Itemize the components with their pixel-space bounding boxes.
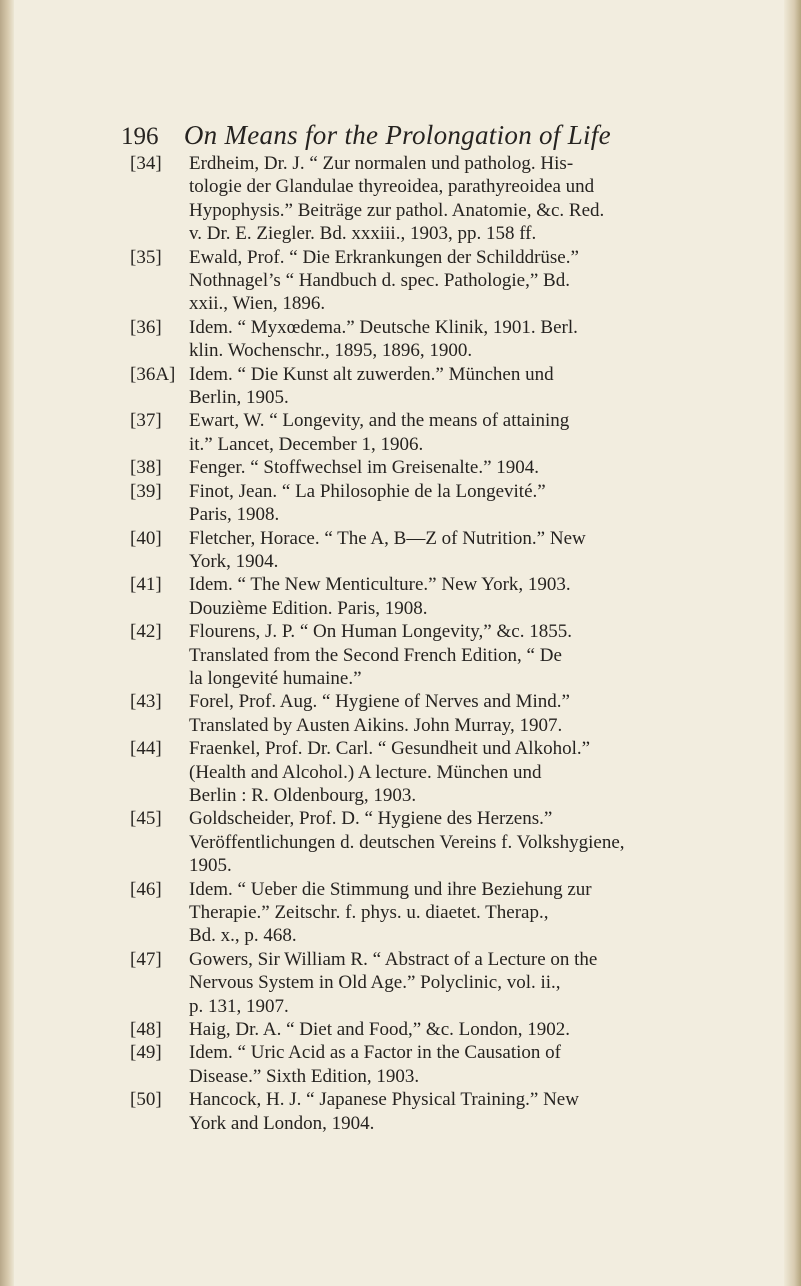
reference-number: [45] <box>130 808 162 830</box>
reference-text-line: Berlin, 1905. <box>189 387 289 409</box>
reference-text-line: Forel, Prof. Aug. “ Hygiene of Nerves and Mind.” <box>189 691 570 713</box>
reference-number: [36] <box>130 316 162 338</box>
reference-entry <box>130 527 755 574</box>
reference-number: [41] <box>130 574 162 596</box>
reference-text-line: Paris, 1908. <box>189 504 280 526</box>
reference-text-line: Idem. “ Ueber die Stimmung und ihre Beziehung zur <box>189 878 592 900</box>
reference-text-line: tologie der Glandulae thyreoidea, parathyreoidea und <box>189 176 595 198</box>
reference-text-line: Idem. “ Uric Acid as a Factor in the Causation of <box>189 1042 561 1064</box>
reference-text-line: Hancock, H. J. “ Japanese Physical Training.” New <box>189 1089 579 1111</box>
reference-text-line: Fenger. “ Stoffwechsel im Greisenalte.” 1904. <box>189 457 539 479</box>
reference-text-line: Veröffentlichungen d. deutschen Vereins f. Volkshygiene, <box>189 831 625 853</box>
reference-text-line: Idem. “ Die Kunst alt zuwerden.” München und <box>189 363 554 385</box>
reference-text-line: (Health and Alcohol.) A lecture. München und <box>189 761 542 783</box>
page-header <box>121 120 761 151</box>
page-number: 196 <box>121 123 159 150</box>
reference-number: [44] <box>130 738 162 760</box>
reference-entry <box>130 620 755 690</box>
reference-number: [39] <box>130 480 162 502</box>
reference-number: [50] <box>130 1089 162 1111</box>
reference-text-line: York, 1904. <box>189 550 279 572</box>
reference-entry <box>130 1018 755 1041</box>
reference-number: [48] <box>130 1019 162 1041</box>
reference-text-line: Ewart, W. “ Longevity, and the means of attaining <box>189 410 570 432</box>
reference-text-line: Ewald, Prof. “ Die Erkrankungen der Schilddrüse.” <box>189 246 579 268</box>
reference-entry <box>130 1041 755 1088</box>
reference-text-line: York and London, 1904. <box>189 1112 375 1134</box>
reference-number: [43] <box>130 691 162 713</box>
reference-number: [49] <box>130 1042 162 1064</box>
reference-text-line: xxii., Wien, 1896. <box>189 293 326 315</box>
reference-text-line: Idem. “ Myxœdema.” Deutsche Klinik, 1901. Berl. <box>189 316 578 338</box>
reference-text-line: Erdheim, Dr. J. “ Zur normalen und patholog. His- <box>189 153 574 174</box>
reference-number: [35] <box>130 246 162 268</box>
reference-text-line: la longevité humaine.” <box>189 667 362 689</box>
reference-entry <box>130 409 755 456</box>
reference-text-line: Fraenkel, Prof. Dr. Carl. “ Gesundheit und Alkohol.” <box>189 738 591 760</box>
reference-entry <box>130 246 755 316</box>
reference-text-line: Translated by Austen Aikins. John Murray, 1907. <box>189 714 563 736</box>
reference-text-line: Idem. “ The New Menticulture.” New York, 1903. <box>189 574 571 596</box>
reference-number: [42] <box>130 621 162 643</box>
reference-text-line: Berlin : R. Oldenbourg, 1903. <box>189 784 417 806</box>
book-spine-shadow <box>0 0 14 1286</box>
reference-text-line: Haig, Dr. A. “ Diet and Food,” &c. London, 1902. <box>189 1019 571 1041</box>
reference-text-line: Therapie.” Zeitschr. f. phys. u. diaetet. Therap., <box>189 902 549 923</box>
reference-text-line: v. Dr. E. Ziegler. Bd. xxxiii., 1903, pp. 158 ff. <box>189 223 537 245</box>
reference-text-line: Goldscheider, Prof. D. “ Hygiene des Herzens.” <box>189 808 553 830</box>
reference-entry <box>130 456 755 479</box>
reference-entry <box>130 316 755 363</box>
reference-text-line: Nervous System in Old Age.” Polyclinic, vol. ii., <box>189 972 561 994</box>
reference-text-line: p. 131, 1907. <box>189 995 289 1017</box>
running-title: On Means for the Prolongation of Life <box>183 120 611 150</box>
reference-entry <box>130 573 755 620</box>
reference-entry <box>130 1088 755 1135</box>
reference-text-line: klin. Wochenschr., 1895, 1896, 1900. <box>189 340 473 362</box>
reference-number: [38] <box>130 457 162 479</box>
reference-entry <box>130 152 755 246</box>
reference-entry <box>130 878 755 948</box>
reference-text-line: Finot, Jean. “ La Philosophie de la Longevité.” <box>189 480 546 502</box>
reference-text-line: Douzième Edition. Paris, 1908. <box>189 597 428 619</box>
reference-entry <box>130 690 755 737</box>
reference-text-line: 1905. <box>189 855 232 877</box>
reference-text-line: Hypophysis.” Beiträge zur pathol. Anatomie, &c. Red. <box>189 199 605 221</box>
reference-entry <box>130 737 755 807</box>
reference-number: [34] <box>130 153 162 174</box>
reference-text-line: it.” Lancet, December 1, 1906. <box>189 433 424 455</box>
reference-text-line: Nothnagel’s “ Handbuch d. spec. Pathologie,” Bd. <box>189 270 570 292</box>
reference-entry <box>130 480 755 527</box>
reference-text-line: Flourens, J. P. “ On Human Longevity,” &c. 1855. <box>189 621 572 643</box>
reference-text-line: Disease.” Sixth Edition, 1903. <box>189 1065 420 1087</box>
reference-text-line: Bd. x., p. 468. <box>189 925 297 947</box>
reference-number: [47] <box>130 948 162 970</box>
reference-entry <box>130 363 755 410</box>
reference-number: [37] <box>130 410 162 432</box>
reference-text-line: Fletcher, Horace. “ The A, B—Z of Nutrition.” New <box>189 527 586 549</box>
reference-text-line: Translated from the Second French Edition, “ De <box>189 644 562 666</box>
reference-entry <box>130 807 755 877</box>
reference-list <box>130 152 755 1135</box>
reference-number: [46] <box>130 878 162 900</box>
reference-number: [36A] <box>130 363 176 385</box>
reference-text-line: Gowers, Sir William R. “ Abstract of a Lecture on the <box>189 948 598 970</box>
reference-entry <box>130 948 755 1018</box>
reference-number: [40] <box>130 527 162 549</box>
page-edge-shadow <box>784 0 801 1286</box>
